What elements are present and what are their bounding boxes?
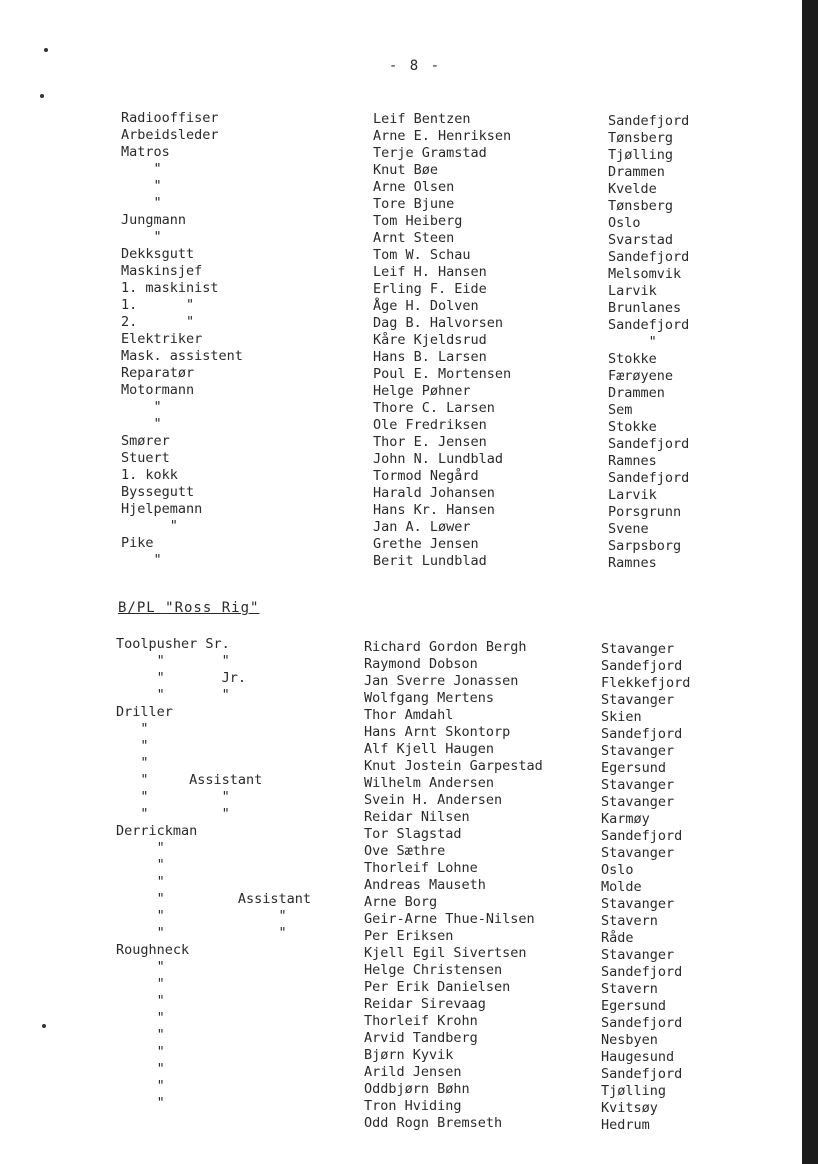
crew-place: Sandefjord	[608, 113, 690, 129]
rig-name: Arvid Tandberg	[364, 1030, 478, 1046]
rig-name: Jan Sverre Jonassen	[364, 673, 519, 689]
rig-name: Kjell Egil Sivertsen	[364, 945, 527, 961]
crew-role: Dekksgutt	[121, 246, 195, 262]
rig-role: "	[116, 755, 149, 771]
rig-place: Hedrum	[601, 1117, 650, 1133]
crew-place: Larvik	[608, 487, 657, 503]
crew-place: Sem	[608, 402, 633, 418]
rig-name: Svein H. Andersen	[364, 792, 503, 808]
rig-role: Derrickman	[116, 823, 198, 839]
crew-role: "	[121, 178, 162, 194]
crew-place: Sandefjord	[608, 249, 690, 265]
rig-place: Stavern	[601, 913, 658, 929]
crew-place: Brunlanes	[608, 300, 682, 316]
crew-name: Arnt Steen	[373, 230, 455, 246]
crew-name: Tormod Negård	[373, 468, 479, 484]
rig-role: Toolpusher Sr.	[116, 636, 230, 652]
crew-role: 1. maskinist	[121, 280, 219, 296]
rig-place: Stavanger	[601, 794, 675, 810]
crew-name: Kåre Kjeldsrud	[373, 332, 487, 348]
rig-role: "	[116, 1095, 165, 1111]
rig-name: Per Eriksen	[364, 928, 454, 944]
rig-role: " "	[116, 908, 287, 924]
rig-place: Sandefjord	[601, 1015, 683, 1031]
rig-place: Stavanger	[601, 641, 675, 657]
crew-place: Stokke	[608, 419, 657, 435]
crew-name: Berit Lundblad	[373, 553, 487, 569]
crew-name: Arne E. Henriksen	[373, 128, 512, 144]
rig-place: Egersund	[601, 760, 667, 776]
crew-role: Motormann	[121, 382, 195, 398]
crew-role: Maskinsjef	[121, 263, 203, 279]
rig-name: Thorleif Krohn	[364, 1013, 478, 1029]
rig-role: " "	[116, 653, 230, 669]
crew-role-column	[121, 110, 243, 569]
crew-name: Thore C. Larsen	[373, 400, 495, 416]
crew-name: Erling F. Eide	[373, 281, 487, 297]
rig-role: "	[116, 721, 149, 737]
crew-place: Drammen	[608, 164, 665, 180]
rig-name: Arild Jensen	[364, 1064, 462, 1080]
rig-name: Hans Arnt Skontorp	[364, 724, 511, 740]
crew-role: Matros	[121, 144, 170, 160]
rig-name: Helge Christensen	[364, 962, 503, 978]
crew-role: "	[121, 518, 178, 534]
crew-name: Jan A. Løwer	[373, 519, 471, 535]
crew-place: Svene	[608, 521, 649, 537]
crew-place: Færøyene	[608, 368, 674, 384]
rig-role: "	[116, 1078, 165, 1094]
rig-role: " Assistant	[116, 772, 263, 788]
crew-place: Kvelde	[608, 181, 657, 197]
crew-name-column	[373, 111, 511, 570]
scan-speck	[42, 1024, 46, 1028]
crew-place: Melsomvik	[608, 266, 682, 282]
rig-name: Geir-Arne Thue-Nilsen	[364, 911, 535, 927]
scan-speck	[44, 48, 48, 52]
crew-name: Hans B. Larsen	[373, 349, 487, 365]
rig-place: Kvitsøy	[601, 1100, 658, 1116]
crew-place: Sandefjord	[608, 470, 690, 486]
crew-role: "	[121, 399, 162, 415]
crew-place: Ramnes	[608, 555, 657, 571]
crew-place: Tønsberg	[608, 198, 674, 214]
crew-role: Jungmann	[121, 212, 187, 228]
rig-place: Nesbyen	[601, 1032, 658, 1048]
rig-name: Wolfgang Mertens	[364, 690, 495, 706]
rig-name: Tor Slagstad	[364, 826, 462, 842]
rig-role: " "	[116, 806, 230, 822]
crew-role: "	[121, 161, 162, 177]
rig-name: Thorleif Lohne	[364, 860, 478, 876]
crew-role: Radiooffiser	[121, 110, 219, 126]
rig-name: Tron Hviding	[364, 1098, 462, 1114]
crew-place: Ramnes	[608, 453, 657, 469]
rig-name: Bjørn Kyvik	[364, 1047, 454, 1063]
crew-role: Arbeidsleder	[121, 127, 219, 143]
crew-role: "	[121, 229, 162, 245]
rig-place: Sandefjord	[601, 726, 683, 742]
rig-role: " Jr.	[116, 670, 247, 686]
crew-name: Thor E. Jensen	[373, 434, 487, 450]
rig-place: Sandefjord	[601, 964, 683, 980]
rig-role: "	[116, 840, 165, 856]
rig-place: Stavern	[601, 981, 658, 997]
rig-name: Raymond Dobson	[364, 656, 478, 672]
crew-role: Reparatør	[121, 365, 195, 381]
rig-place: Molde	[601, 879, 642, 895]
crew-name: Helge Pøhner	[373, 383, 471, 399]
rig-place-column	[601, 641, 690, 1134]
crew-name: Grethe Jensen	[373, 536, 479, 552]
crew-role: 1. kokk	[121, 467, 178, 483]
crew-name: Leif H. Hansen	[373, 264, 487, 280]
rig-place: Stavanger	[601, 845, 675, 861]
crew-role: Byssegutt	[121, 484, 195, 500]
rig-name: Per Erik Danielsen	[364, 979, 511, 995]
rig-role: " "	[116, 789, 230, 805]
crew-role: "	[121, 552, 162, 568]
rig-role: "	[116, 976, 165, 992]
crew-place: "	[608, 334, 657, 350]
crew-name: Poul E. Mortensen	[373, 366, 512, 382]
rig-name-column	[364, 639, 543, 1132]
crew-place: Drammen	[608, 385, 665, 401]
rig-place: Råde	[601, 930, 634, 946]
rig-role: "	[116, 959, 165, 975]
crew-name: Åge H. Dolven	[373, 298, 479, 314]
rig-name: Ove Sæthre	[364, 843, 446, 859]
crew-role: Hjelpemann	[121, 501, 203, 517]
rig-role: " "	[116, 687, 230, 703]
crew-role: "	[121, 416, 162, 432]
rig-role: "	[116, 857, 165, 873]
rig-place: Haugesund	[601, 1049, 675, 1065]
rig-name: Alf Kjell Haugen	[364, 741, 495, 757]
crew-name: Tom W. Schau	[373, 247, 471, 263]
page-number: - 8 -	[388, 58, 442, 74]
crew-place: Sandefjord	[608, 317, 690, 333]
rig-name: Andreas Mauseth	[364, 877, 486, 893]
rig-role-column	[116, 636, 311, 1112]
rig-place: Sandefjord	[601, 828, 683, 844]
rig-name: Arne Borg	[364, 894, 438, 910]
crew-name: John N. Lundblad	[373, 451, 504, 467]
rig-role: Driller	[116, 704, 173, 720]
rig-role: " Assistant	[116, 891, 312, 907]
crew-name: Tore Bjune	[373, 196, 455, 212]
crew-name: Tom Heiberg	[373, 213, 463, 229]
rig-role: "	[116, 1027, 165, 1043]
rig-name: Thor Amdahl	[364, 707, 454, 723]
rig-place: Oslo	[601, 862, 634, 878]
crew-place: Porsgrunn	[608, 504, 682, 520]
crew-role: Smører	[121, 433, 170, 449]
rig-place: Stavanger	[601, 692, 675, 708]
crew-place: Sandefjord	[608, 436, 690, 452]
crew-role: 1. "	[121, 297, 195, 313]
crew-role: 2. "	[121, 314, 195, 330]
crew-place: Larvik	[608, 283, 657, 299]
rig-role: "	[116, 1044, 165, 1060]
rig-name: Odd Rogn Bremseth	[364, 1115, 503, 1131]
crew-place: Oslo	[608, 215, 641, 231]
rig-place: Skien	[601, 709, 642, 725]
crew-role: Elektriker	[121, 331, 203, 347]
rig-name: Knut Jostein Garpestad	[364, 758, 543, 774]
rig-name: Richard Gordon Bergh	[364, 639, 527, 655]
rig-heading: B/PL "Ross Rig"	[118, 600, 260, 616]
rig-place: Tjølling	[601, 1083, 667, 1099]
rig-place: Stavanger	[601, 743, 675, 759]
crew-name: Knut Bøe	[373, 162, 439, 178]
rig-place: Egersund	[601, 998, 667, 1014]
rig-name: Reidar Nilsen	[364, 809, 470, 825]
rig-role: "	[116, 874, 165, 890]
rig-role: "	[116, 1010, 165, 1026]
crew-name: Dag B. Halvorsen	[373, 315, 504, 331]
crew-name: Hans Kr. Hansen	[373, 502, 495, 518]
rig-place: Stavanger	[601, 947, 675, 963]
rig-place: Flekkefjord	[601, 675, 691, 691]
crew-role: "	[121, 195, 162, 211]
rig-name: Reidar Sirevaag	[364, 996, 486, 1012]
crew-role: Pike	[121, 535, 154, 551]
rig-role: " "	[116, 925, 287, 941]
crew-name: Arne Olsen	[373, 179, 455, 195]
crew-place: Tjølling	[608, 147, 674, 163]
rig-place: Sandefjord	[601, 658, 683, 674]
scan-dark-edge	[802, 0, 818, 1164]
rig-place: Stavanger	[601, 896, 675, 912]
crew-name: Ole Fredriksen	[373, 417, 487, 433]
crew-place: Tønsberg	[608, 130, 674, 146]
rig-role: Roughneck	[116, 942, 190, 958]
crew-place: Stokke	[608, 351, 657, 367]
crew-place-column	[608, 113, 689, 572]
crew-role: Mask. assistent	[121, 348, 243, 364]
crew-place: Sarpsborg	[608, 538, 682, 554]
rig-place: Stavanger	[601, 777, 675, 793]
crew-place: Svarstad	[608, 232, 674, 248]
rig-role: "	[116, 993, 165, 1009]
rig-name: Wilhelm Andersen	[364, 775, 495, 791]
rig-name: Oddbjørn Bøhn	[364, 1081, 470, 1097]
crew-role: Stuert	[121, 450, 170, 466]
rig-place: Sandefjord	[601, 1066, 683, 1082]
scan-speck	[40, 94, 44, 98]
crew-name: Harald Johansen	[373, 485, 495, 501]
crew-name: Terje Gramstad	[373, 145, 487, 161]
rig-role: "	[116, 1061, 165, 1077]
crew-name: Leif Bentzen	[373, 111, 471, 127]
rig-role: "	[116, 738, 149, 754]
rig-place: Karmøy	[601, 811, 650, 827]
